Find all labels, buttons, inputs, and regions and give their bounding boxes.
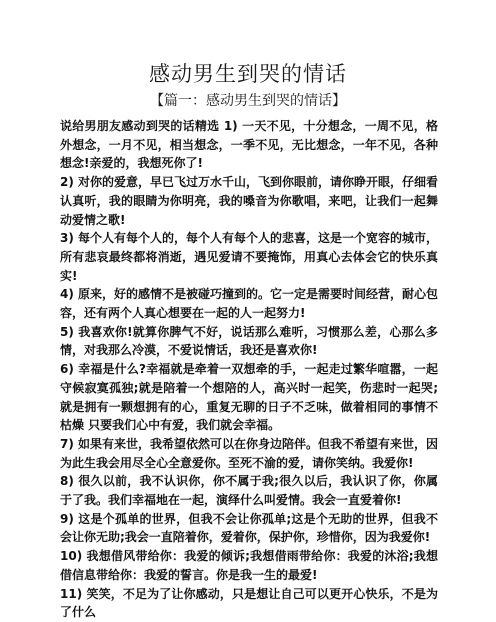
paragraph-11: 11) 笑笑，不足为了让你感动，只是想让自己可以更开心快乐，不是为了什么 — [60, 586, 438, 620]
paragraph-3: 3) 每个人有每个人的，每个人有每个人的悲喜，这是一个宽容的城市，所有悲哀最终都将消逝，遇见爱请不要掩饰，用真心去体会它的快乐真实! — [60, 231, 439, 283]
paragraph-intro-1: 说给男朋友感动到哭的话精选 1) 一天不见，十分想念，一周不见，格外想念，一月不见，相当想念，一季不见，无比想念，一年不见，各种想念!亲爱的，我想死你了! — [60, 119, 438, 171]
paragraph-7: 7) 如果有来世，我希望依然可以在你身边陪伴。但我不希望有来世，因为此生我会用尽全心全意爱你。至死不渝的爱，请你笑纳。我爱你! — [60, 436, 439, 470]
document-body — [60, 117, 438, 622]
document-subtitle: 【篇一：感动男生到哭的情话】 — [150, 93, 346, 109]
document-title: 感动男生到哭的情话 — [149, 62, 347, 86]
paragraph-2: 2) 对你的爱意，早已飞过万水千山，飞到你眼前，请你睁开眼，仔细看认真听，我的眼睛为你明亮，我的嗓音为你歌唱，来吧，让我们一起舞动爱情之歌! — [60, 175, 439, 227]
paragraph-5: 5) 我喜欢你!就算你脾气不好，说话那么难听，习惯那么差，心那么多情，对我那么冷漠，不爱说情话，我还是喜欢你! — [60, 324, 438, 358]
paragraph-9: 9) 这是个孤单的世界，但我不会让你孤单;这是个无助的世界，但我不会让你无助;我会一直陪着你，爱着你，保护你，珍惜你，因为我爱你! — [60, 511, 438, 545]
paragraph-8: 8) 很久以前，我不认识你，你不属于我;很久以后，我认识了你，你属于了我。我们幸福地在一起，演绎什么叫爱情。我会一直爱着你! — [60, 474, 438, 508]
paragraph-10: 10) 我想借风带给你：我爱的倾诉;我想借雨带给你：我爱的沐浴;我想借信息带给你：我爱的誓言。你是我一生的最爱! — [60, 549, 438, 582]
paragraph-4: 4) 原来，好的感情不是被碰巧撞到的。它一定是需要时间经营，耐心包容，还有两个人真心想要在一起的人一起努力! — [60, 287, 439, 321]
paragraph-6: 6) 幸福是什么?幸福就是牵着一双想牵的手，一起走过繁华喧嚣，一起守候寂寞孤独;就是陪着一个想陪的人，高兴时一起笑，伤悲时一起哭;就是拥有一颗想拥有的心，重复无聊的日子不乏味，做着相同的事情不枯燥 只要我们心中有爱，我们就会幸福。 — [60, 362, 438, 433]
